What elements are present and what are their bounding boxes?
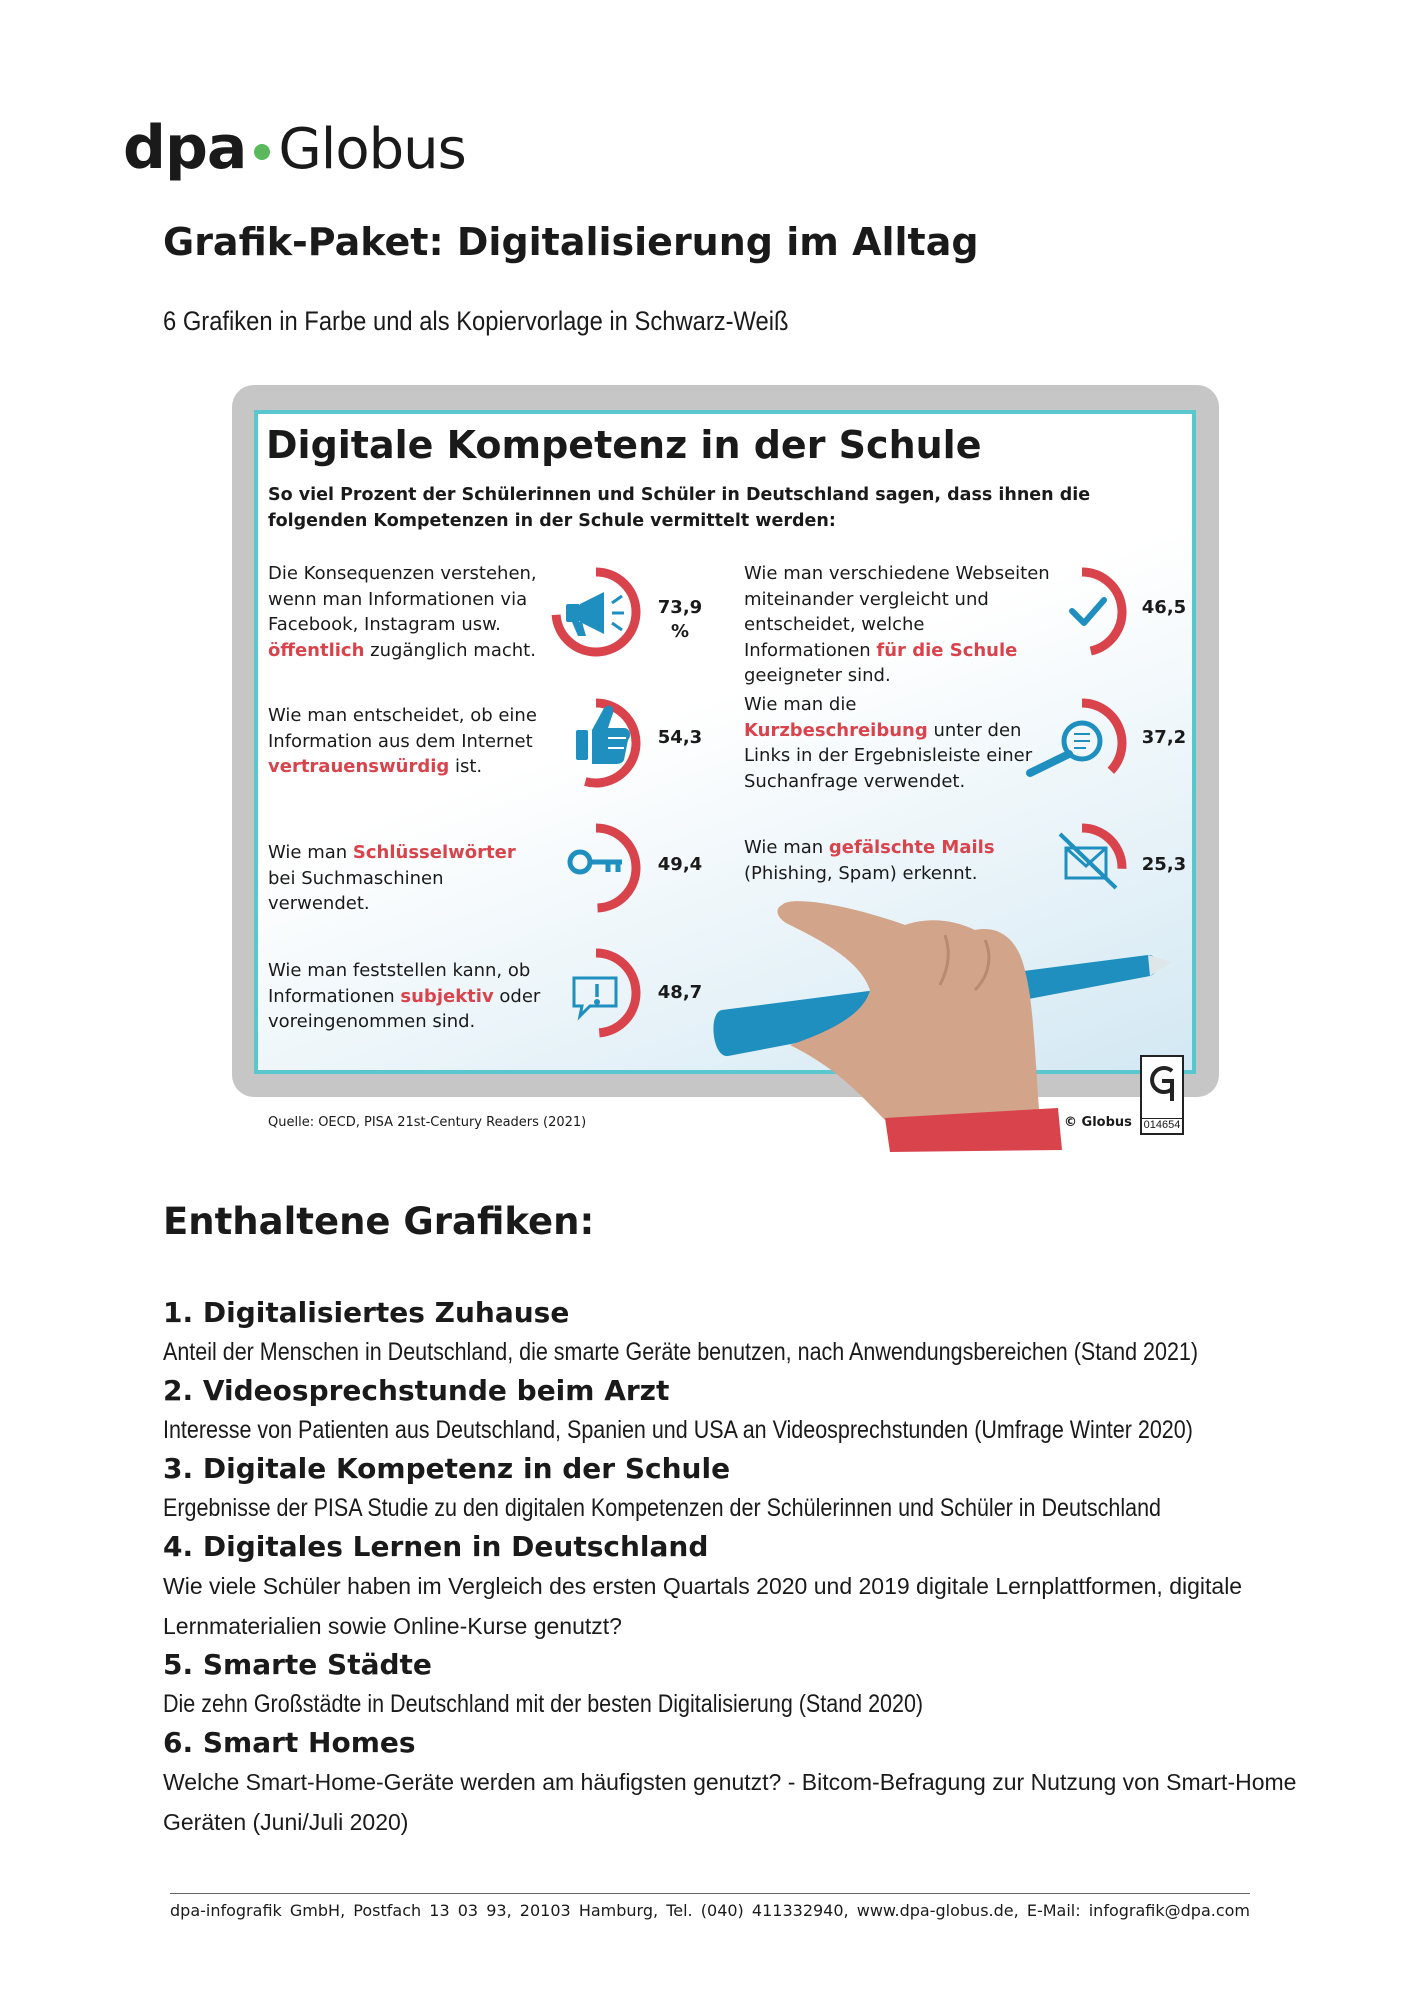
- list-item-desc: Ergebnisse der PISA Studie zu den digitalen Kompetenzen der Schülerinnen und Schüler in Deutschland: [163, 1494, 1162, 1522]
- infographic-title: Digitale Kompetenz in der Schule: [266, 423, 982, 467]
- list-item-title: 6. Smart Homes: [163, 1726, 416, 1759]
- list-item-title: 4. Digitales Lernen in Deutschland: [163, 1530, 709, 1563]
- contents-heading: Enthaltene Grafiken:: [163, 1200, 595, 1243]
- unit-label: %: [670, 621, 690, 642]
- infographic-source: Quelle: OECD, PISA 21st-Century Readers (2021): [268, 1115, 587, 1130]
- list-item: [163, 1528, 1303, 1646]
- list-item: [163, 1372, 1303, 1450]
- page-title: Grafik-Paket: Digitalisierung im Alltag: [163, 220, 979, 264]
- item-text-3: Wie man feststellen kann, ob Informationen subjektiv oder voreingenommen sind.: [268, 960, 541, 1032]
- list-item-title: 5. Smarte Städte: [163, 1648, 432, 1681]
- globus-id-box: [1140, 1055, 1184, 1135]
- list-item-desc: Welche Smart-Home-Geräte werden am häufigsten genutzt? - Bitcom-Befragung zur Nutzung von Smart-Home Geräten (Juni/Juli 2020): [163, 1769, 1297, 1835]
- value-arcs: [556, 572, 1122, 1033]
- item-text-5: Wie man die Kurzbeschreibung unter den Links in der Ergebnisleiste einer Suchanfrage verwendet.: [744, 694, 1033, 792]
- graphic-id: 014654: [1143, 1119, 1181, 1131]
- value-label-5: 37,2: [1141, 727, 1187, 748]
- item-text-1: Wie man entscheidet, ob eine Information aus dem Internet vertrauenswürdig ist.: [268, 705, 537, 777]
- footer-text: dpa-infografik GmbH, Postfach 13 03 93, 20103 Hamburg, Tel. (040) 411332940, www.dpa-globus.de, E-Mail: infografik@dpa.com: [170, 1901, 1250, 1920]
- list-item-desc: Anteil der Menschen in Deutschland, die smarte Geräte benutzen, nach Anwendungsbereichen (Stand 2021): [163, 1338, 1199, 1366]
- value-label-1: 54,3: [657, 727, 703, 748]
- logo-dpa: dpa: [123, 113, 247, 183]
- key-icon: [570, 852, 622, 872]
- speech-bubble-icon: [574, 978, 616, 1016]
- value-arc-4: [1082, 572, 1122, 651]
- list-item-title: 1. Digitalisiertes Zuhause: [163, 1296, 570, 1329]
- pen-tip: [1148, 955, 1172, 976]
- globus-g-icon: [1142, 1057, 1182, 1109]
- item-text-0: Die Konsequenzen verstehen, wenn man Informationen via Facebook, Instagram usw. öffentlich zugänglich macht.: [268, 563, 537, 661]
- infographic-copyright: © Globus: [1064, 1115, 1132, 1130]
- value-label-4: 46,5: [1141, 597, 1187, 618]
- list-item-desc: Wie viele Schüler haben im Vergleich des ersten Quartals 2020 und 2019 digitale Lernplattformen, digitale Lernmaterialien sowie Online-Kurse genutzt?: [163, 1573, 1243, 1639]
- list-item: [163, 1294, 1303, 1372]
- list-item: [163, 1646, 1303, 1724]
- page-subtitle: 6 Grafiken in Farbe und als Kopiervorlage in Schwarz-Weiß: [163, 306, 789, 336]
- list-item-title: 2. Videosprechstunde beim Arzt: [163, 1374, 670, 1407]
- megaphone-icon: [566, 592, 624, 636]
- list-item-desc: Interesse von Patienten aus Deutschland, Spanien und USA an Videosprechstunden (Umfrage Winter 2020): [163, 1416, 1193, 1444]
- contents-list: [163, 1294, 1303, 1842]
- list-item: [163, 1724, 1303, 1842]
- value-label-3: 48,7: [657, 982, 703, 1003]
- item-text-6: Wie man gefälschte Mails (Phishing, Spam) erkennt.: [744, 837, 995, 884]
- logo-globus: Globus: [278, 117, 466, 182]
- value-label-6: 25,3: [1141, 854, 1187, 875]
- item-text-4: Wie man verschiedene Webseiten miteinander vergleicht und entscheidet, welche Informationen für die Schule geeigneter sind.: [744, 563, 1050, 686]
- value-label-0: 73,9 %: [657, 597, 703, 642]
- value-label-2: 49,4: [657, 854, 703, 875]
- list-item-desc: Die zehn Großstädte in Deutschland mit der besten Digitalisierung (Stand 2020): [163, 1690, 924, 1718]
- item-text-2: Wie man Schlüsselwörter bei Suchmaschinen verwendet.: [268, 842, 516, 914]
- infographic-subtitle: So viel Prozent der Schülerinnen und Schüler in Deutschland sagen, dass ihnen die folgenden Kompetenzen in der Schule vermittelt werden:: [268, 485, 1091, 531]
- list-item: [163, 1450, 1303, 1528]
- list-item-title: 3. Digitale Kompetenz in der Schule: [163, 1452, 731, 1485]
- magnifier-icon: [1030, 723, 1100, 773]
- footer-divider: [170, 1893, 1250, 1894]
- checkmark-icon: [1072, 600, 1104, 623]
